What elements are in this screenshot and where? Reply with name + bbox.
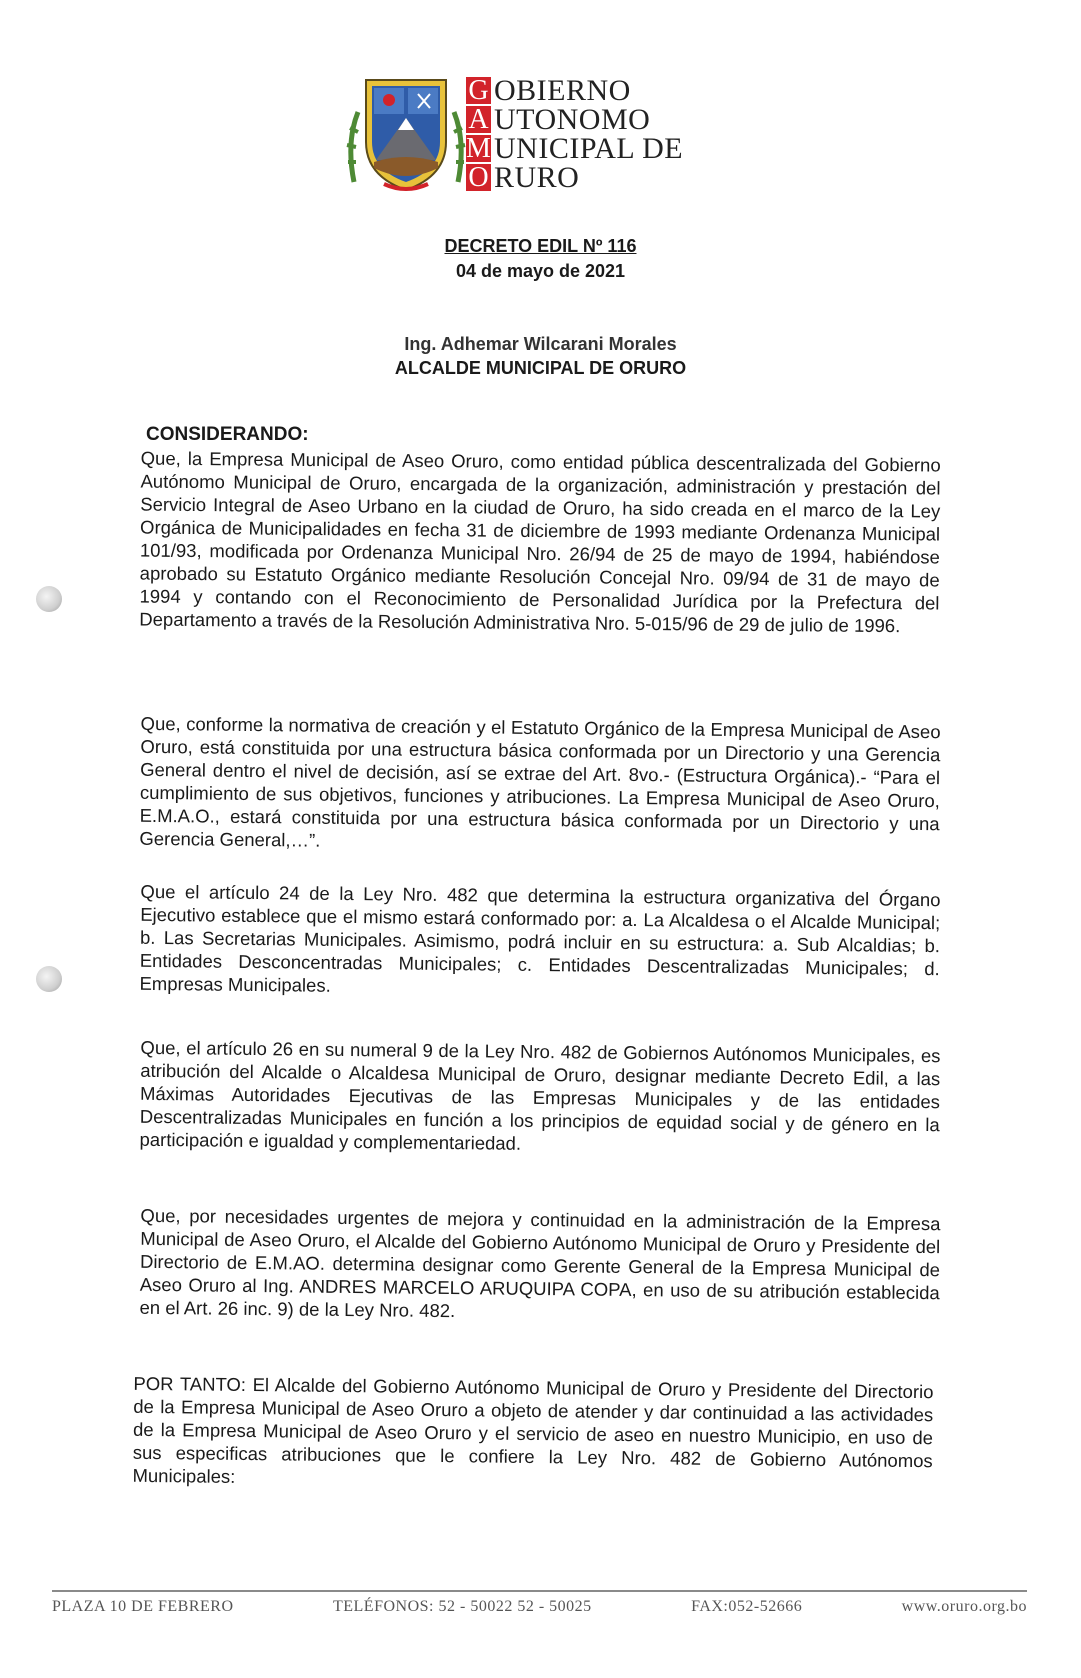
logo-line xyxy=(466,76,683,105)
footer-divider xyxy=(52,1590,1027,1592)
decree-date: 04 de mayo de 2021 xyxy=(455,261,626,281)
section-heading: CONSIDERANDO: xyxy=(146,424,309,445)
logo-line xyxy=(466,134,683,163)
paragraph: Que, la Empresa Municipal de Aseo Oruro, como entidad pública descentralizada del Gobierno Autónomo Municipal de Oruro, encargada de la organización, administración y prestación del Servicio Integral de Aseo Urbano en la ciudad de Oruro, ha sido creada en el marco de la Ley Orgánica de Municipalidades en fecha 31 de diciembre de 1993 mediante Ordenanza Municipal 101/93, modificada por Ordenanza Municipal Nro. 26/94 de 25 de mayo de 1994, habiéndose aprobado su Estatuto Orgánico mediante Resolución Concejal Nro. 09/94 de 31 de mayo de 1994 y contando con el Reconocimiento de Personalidad Jurídica por la Prefectura del Departamento a través de la Resolución Administrativa Nro. 5-015/96 de 29 de julio de 1996. xyxy=(139,447,941,637)
paragraph: Que el artículo 24 de la Ley Nro. 482 que determina la estructura organizativa del Órgano Ejecutivo establece que el mismo estará conformado por: a. La Alcaldesa o el Alcalde Municipal; b. Las Secretarias Municipales. Asimismo, podrá incluir en su estructura: a. Sub Alcaldias; b. Entidades Desconcentradas Municipales; c. Entidades Descentralizadas Municipales; d. Empresas Municipales. xyxy=(139,880,941,996)
decree-title-text: DECRETO EDIL Nº 116 xyxy=(444,236,637,256)
logo-initial: O xyxy=(466,164,491,191)
footer-address: PLAZA 10 DE FEBRERO xyxy=(52,1598,234,1615)
decree-title xyxy=(0,236,1081,257)
paragraph: Que, conforme la normativa de creación y el Estatuto Orgánico de la Empresa Municipal de Aseo Oruro, está constituida por una estructura básica conformada por un Directorio y una Gerencia General dentro el nivel de decisión, así se extrae del Art. 8vo.- (Estructura Orgánica).- “Para el cumplimiento de sus objetivos, funciones y atribuciones. La Empresa Municipal de Aseo Oruro, E.M.A.O., estará constituida por una estructura básica conformada por un Directorio y una Gerencia General,…”. xyxy=(139,712,941,851)
logo-word: UNICIPAL DE xyxy=(494,132,684,165)
punch-hole-top xyxy=(36,586,62,612)
logo-line xyxy=(466,105,683,134)
paragraph: Que, el artículo 26 en su numeral 9 de la Ley Nro. 482 de Gobiernos Autónomos Municipales, es atribución del Alcalde o Alcaldesa Municipal de Oruro, designar mediante Decreto Edil, a las Máximas Autoridades Ejecutivas de las Empresas Municipales y de las entidades Descentralizadas Municipales en función a los principios de equidad social y de género en la participación e igualdad y complementariedad. xyxy=(139,1036,941,1154)
logo-word: UTONOMO xyxy=(494,103,651,136)
letterhead xyxy=(344,72,724,202)
footer-phones: TELÉFONOS: 52 - 50022 52 - 50025 xyxy=(332,1598,592,1615)
coat-of-arms-icon xyxy=(344,72,468,196)
logo-initial: G xyxy=(466,77,491,104)
footer xyxy=(52,1598,1027,1616)
paragraph: POR TANTO: El Alcalde del Gobierno Autónomo Municipal de Oruro y Presidente del Directorio de la Empresa Municipal de Aseo Oruro a objeto de atender y dar continuidad a las actividades de la Empresa Municipal de Aseo Oruro y el servicio de aseo en nuestro Municipio, en uso de sus especificas atribuciones que le confiere la Ley Nro. 482 de Gobierno Autónomos Municipales: xyxy=(132,1372,934,1487)
signer-title: ALCALDE MUNICIPAL DE ORURO xyxy=(394,358,687,378)
footer-fax: FAX:052-52666 xyxy=(691,1598,803,1615)
logo-word: RURO xyxy=(494,161,580,194)
logo-line xyxy=(466,163,683,192)
paragraph: Que, por necesidades urgentes de mejora y continuidad en la administración de la Empresa Municipal de Aseo Oruro, el Alcalde del Gobierno Autónomo Municipal de Oruro y Presidente del Directorio de E.M.AO. determina designar como Gerente General de la Empresa Municipal de Aseo Oruro al Ing. ANDRES MARCELO ARUQUIPA COPA, en uso de su atribución establecida en el Art. 26 inc. 9) de la Ley Nro. 482. xyxy=(139,1204,941,1322)
logo-initial: M xyxy=(466,133,491,164)
institution-logotype xyxy=(466,76,683,192)
punch-hole-bottom xyxy=(36,966,62,992)
logo-word: OBIERNO xyxy=(494,74,631,107)
logo-initial: A xyxy=(466,106,491,133)
footer-website: www.oruro.org.bo xyxy=(901,1598,1027,1615)
signer-name: Ing. Adhemar Wilcarani Morales xyxy=(404,334,677,354)
